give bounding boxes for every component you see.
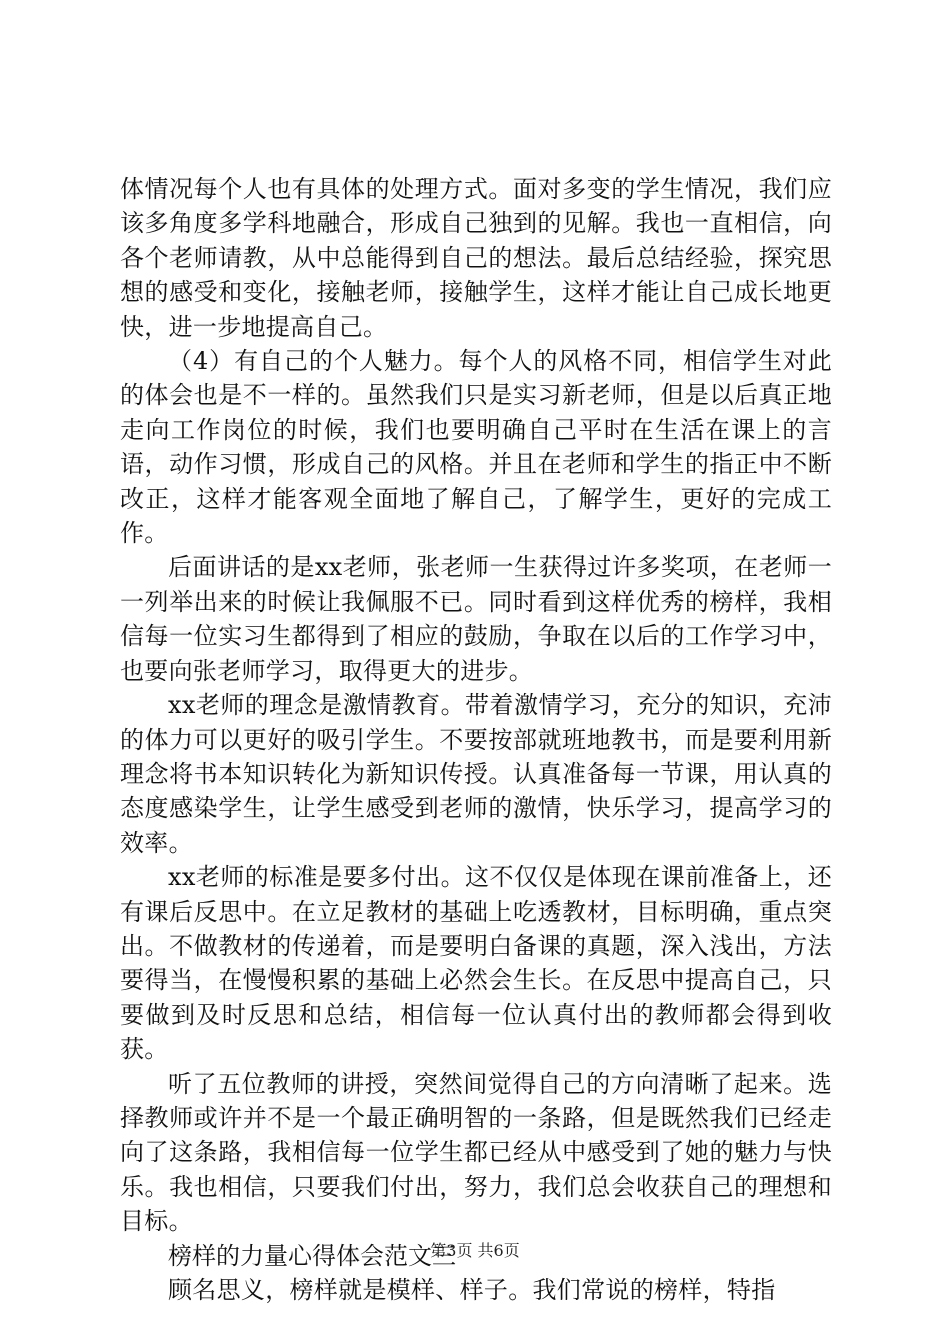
section-title: 榜样的力量心得体会范文三 xyxy=(168,1241,456,1270)
paragraph-role-model-definition: 顾名思义，榜样就是模样、样子。我们常说的榜样，特指 xyxy=(168,1276,776,1304)
paragraph-give-more: xx老师的标准是要多付出。这不仅仅是体现在课前准备上，还有课后反思中。在立足教材的基础上吃透教材，目标明确，重点突出。不做教材的传递着，而是要明白备课的真题，深入浅出，方法要得当，在慢慢积累的基础上必然会生长。在反思中提高自己，只要做到及时反思和总结，相信每一位认真付出的教师都会得到收获。 xyxy=(120,863,832,1064)
paragraph-teacher-zhang: 后面讲话的是xx老师，张老师一生获得过许多奖项，在老师一一列举出来的时候让我佩服不已。同时看到这样优秀的榜样，我相信每一位实习生都得到了相应的鼓励，争取在以后的工作学习中，也要向张老师学习，取得更大的进步。 xyxy=(120,553,832,685)
paragraph-conclusion: 听了五位教师的讲授，突然间觉得自己的方向清晰了起来。选择教师或许并不是一个最正确明智的一条路，但是既然我们已经走向了这条路，我相信每一位学生都已经从中感受到了她的魅力与快乐。我也相信，只要我们付出，努力，我们总会收获自己的理想和目标。 xyxy=(120,1069,832,1236)
page-number-footer: 第3页 共6页 xyxy=(430,1241,520,1260)
paragraph-continuation: 体情况每个人也有具体的处理方式。面对多变的学生情况，我们应该多角度多学科地融合，形成自己独到的见解。我也一直相信，向各个老师请教，从中总能得到自己的想法。最后总结经验，探究思想的感受和变化，接触老师，接触学生，这样才能让自己成长地更快，进一步地提高自己。 xyxy=(120,175,832,341)
paragraph-passion-education: xx老师的理念是激情教育。带着激情学习，充分的知识，充沛的体力可以更好的吸引学生。不要按部就班地教书，而是要利用新理念将书本知识转化为新知识传授。认真准备每一节课，用认真的态度感染学生，让学生感受到老师的激情，快乐学习，提高学习的效率。 xyxy=(120,691,832,857)
document-body xyxy=(120,172,832,1307)
paragraph-personal-charm: （4）有自己的个人魅力。每个人的风格不同，相信学生对此的体会也是不一样的。虽然我们只是实习新老师，但是以后真正地走向工作岗位的时候，我们也要明确自己平时在生活在课上的言语，动作习惯，形成自己的风格。并且在老师和学生的指正中不断改正，这样才能客观全面地了解自己，了解学生，更好的完成工作。 xyxy=(120,347,832,548)
